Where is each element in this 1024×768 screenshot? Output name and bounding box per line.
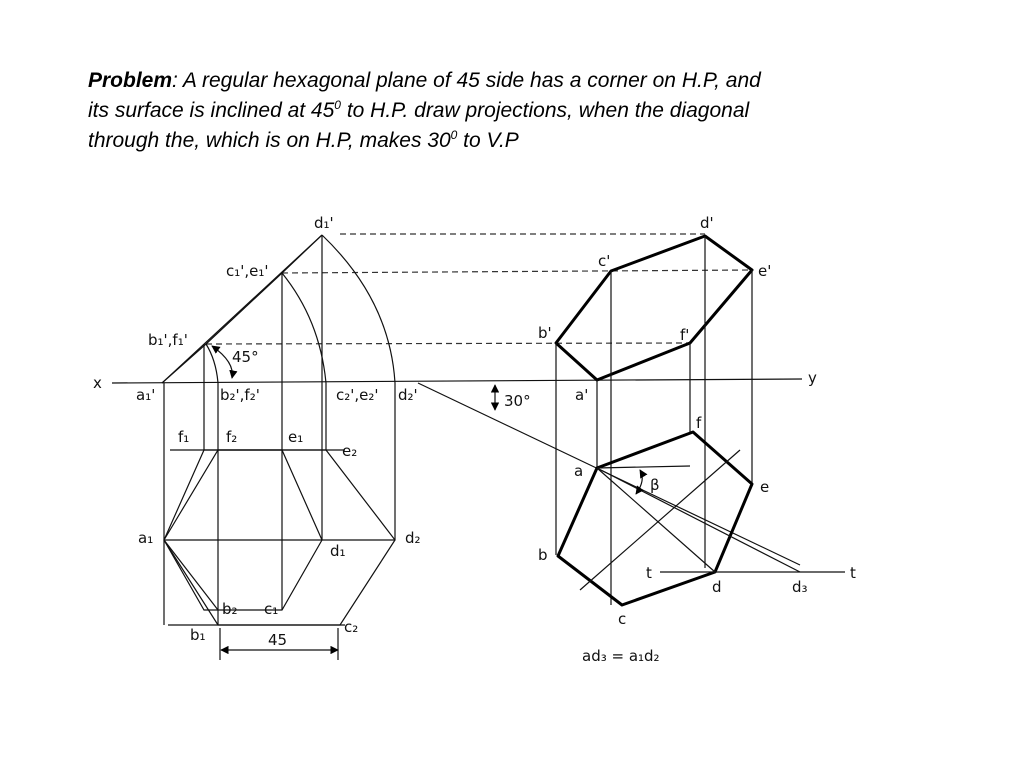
label-d2: d₂: [405, 529, 421, 547]
label-c2-e2-prime: c₂',e₂': [336, 386, 379, 404]
label-b1-f1-prime: b₁',f₁': [148, 331, 188, 349]
problem-line1: : A regular hexagonal plane of 45 side has a corner on H.P, and: [172, 69, 761, 92]
label-c2: c₂: [344, 618, 359, 636]
label-e2: e₂: [342, 442, 358, 460]
label-c-prime: c': [598, 252, 611, 270]
label-d1-prime: d₁': [314, 214, 334, 232]
label-y: y: [808, 369, 817, 387]
label-c1: c₁: [264, 600, 279, 618]
label-d-prime: d': [700, 214, 714, 232]
label-b-prime: b': [538, 324, 552, 342]
problem-line3b: to V.P: [457, 129, 519, 152]
label-a1-prime: a₁': [136, 386, 156, 404]
angle-45-arc: [212, 346, 232, 378]
plan-hexagon-tilted: [164, 450, 322, 610]
label-d: d: [712, 578, 722, 596]
problem-line2-sup: 0: [334, 98, 341, 112]
label-t-left: t: [646, 564, 652, 582]
label-dim-45: 45: [268, 631, 288, 649]
xy-line: [112, 379, 802, 383]
arc-d1: [322, 235, 395, 383]
label-a-prime: a': [575, 386, 589, 404]
plan-hexagon-true: [164, 450, 395, 625]
label-a: a: [574, 462, 584, 480]
label-f-prime: f': [680, 326, 690, 344]
label-a1: a₁: [138, 529, 154, 547]
label-x: x: [93, 374, 102, 392]
label-d1: d₁: [330, 542, 346, 560]
label-e: e: [760, 478, 770, 496]
label-b2-f2-prime: b₂',f₂': [220, 386, 260, 404]
label-beta: β: [650, 476, 660, 494]
problem-line3-sup: 0: [450, 128, 458, 142]
label-d3: d₃: [792, 578, 808, 596]
label-t-right: t: [850, 564, 856, 582]
label-c: c: [618, 610, 627, 628]
label-b: b: [538, 546, 548, 564]
elevation-hexagon: [556, 236, 752, 380]
label-e1: e₁: [288, 428, 304, 446]
label-angle-45: 45°: [232, 348, 259, 366]
projector-ce: [282, 270, 752, 273]
label-f1: f₁: [178, 428, 190, 446]
label-f2: f₂: [226, 428, 238, 446]
projector-bf: [206, 343, 690, 344]
plan-cross-1: [164, 540, 218, 610]
label-c1-e1-prime: c₁',e₁': [226, 262, 269, 280]
problem-line3a: through the, which is on H.P, makes 30: [88, 129, 451, 152]
label-angle-30: 30°: [504, 392, 531, 410]
problem-line2a: its surface is inclined at 45: [88, 99, 335, 122]
label-e-prime: e': [758, 262, 772, 280]
label-f: f: [696, 414, 702, 432]
label-d2-prime: d₂': [398, 386, 418, 404]
plan-diagonal-ad3: [597, 468, 800, 572]
label-b1: b₁: [190, 626, 206, 644]
problem-line2b: to H.P. draw projections, when the diagonal: [340, 99, 750, 122]
arc-c1: [282, 273, 326, 383]
label-relation: ad₃ = a₁d₂: [582, 647, 660, 665]
label-b2: b₂: [222, 600, 238, 618]
problem-heading: Problem: [88, 69, 173, 92]
